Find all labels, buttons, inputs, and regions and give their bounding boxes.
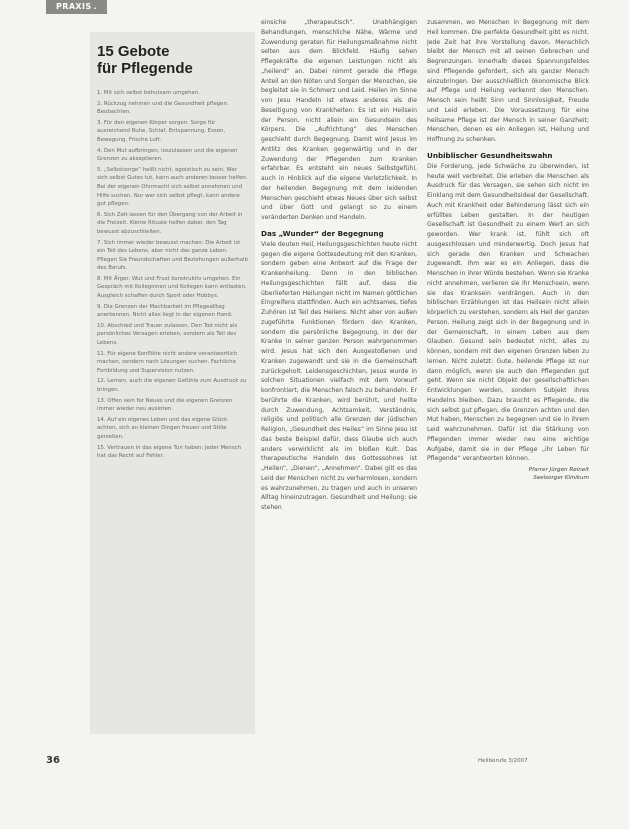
- header-dot-icon: .: [93, 2, 97, 11]
- list-item: 5. „Selbstsorge“ heißt nicht, egoistisch zu sein: Wer sich selbst Gutes tut, kann auch anderen besser helfen. Bei der eigenen Ohnmacht sich selbst annehmen und Hilfe suchen. Nur wer sich selbst pflegt, kann andere gut pflegen.: [97, 166, 248, 208]
- section-header-tab: [46, 0, 107, 14]
- author-signature: [427, 466, 589, 482]
- page-number: 36: [46, 755, 60, 766]
- section-label: PRAXIS: [56, 2, 92, 11]
- list-item: 14. Auf ein eigenes Leben und das eigene Glück achten, sich an kleinen Dingen freuen und Stille genießen.: [97, 416, 228, 440]
- author-role: Seelsorger Klinikum: [533, 475, 589, 481]
- list-item: 12. Lernen, auch die eigenen Gefühle zum Ausdruck zu bringen.: [97, 378, 247, 393]
- list-item: 4. Den Mut aufbringen, loszulassen und die eigenen Grenzen zu akzeptieren.: [97, 147, 238, 163]
- article-column-right: [427, 18, 589, 744]
- list-item: 15. Vertrauen in das eigene Tun haben: Jeder Mensch hat das Recht auf Fehler.: [97, 444, 242, 460]
- article-paragraph: zusammen, wo Menschen in Begegnung mit dem Heil kommen. Die perfekte Gesundheit gibt es nicht. Jede Zeit hat ihre Vorstellung davon. Menschlich bleibt der Mensch mit all seinen Gebrechen und Begrenzungen. Innerhalb dieses Spannungsfeldes sind Pflegende gefordert, sich als ganzer Mensch einzubringen. Der ausschließlich ökonomische Blick auf Pflege und Heilung verkennt den Menschen. Mensch sein heißt Sinn und Sinnlosigkeit, Freude und Leid erleben. Die Voraussetzung für eine heilsame Pflege ist der Mensch in seiner Ganzheit; Menschen, denen es ein Anliegen ist, Heilung und Hoffnung zu schenken.: [427, 19, 589, 143]
- article-paragraph: Die Forderung, jede Schwäche zu überwinden, ist heute weit verbreitet. Die erleben die Menschen als Ausdruck für das Versagen, sie sehen sich nicht im Einklang mit dem Gesundheitsideal der Gesellschaft. Auch mit Krankheit oder Behinderung lässt sich ein erfülltes Leben gestalten. In der heutigen Gesellschaft ist Gesundheit zu einem Wert an sich geworden. Wer krank ist, fühlt sich oft ausgeschlossen und minderwertig. Doch Jesus hat sich gerade den Kranken und Schwachen zugewandt. Ihm war es ein Anliegen, dass die Menschen in ihrer Würde bestehen. Wenn sie Kranke nicht annehmen, verlieren sie ihr Menschsein, wenn sie das Kranksein verdrängen. Auch in den biblischen Erzählungen ist das Heilsein nicht allein körperlich zu verstehen, sondern als Heil der ganzen Person. Heilung zeigt sich in der Begegnung und in der Gemeinschaft, in einem Leben aus dem Glauben. Gesund sein bedeutet nicht, alles zu können, sondern mit den eigenen Grenzen leben zu lernen. Nicht zuletzt: Gute, heilende Pflege ist nur dann möglich, wenn sie auch den Pflegenden gut geht. Wenn sie nicht Objekt der gesellschaftlichen Entwicklungen werden, sondern Subjekt ihres Handelns bleiben. Dazu braucht es Pflegende, die sich selbst gut pflegen, die Grenzen achten und den Mut haben, Menschen zu begegnen und sie in ihrem Leid wahrzunehmen. Dafür ist die Stärkung von Pflegenden immer wieder neu eine wichtige Aufgabe, damit sie in der Pflege „ihr Leben für Pflegende“ verantworten können.: [427, 162, 589, 463]
- list-item: 2. Rückzug nehmen und die Gesundheit pflegen. Beobachten.: [97, 100, 229, 116]
- author-name: Pfarrer Jürgen Reinelt: [528, 467, 589, 473]
- list-item: 10. Abschied und Trauer zulassen. Den Tod nicht als persönliches Versagen erleben, sondern als Teil des Lebens.: [97, 322, 238, 347]
- list-item: 13. Offen sein für Neues und die eigenen Grenzen immer wieder neu ausloten.: [97, 397, 233, 413]
- subheading-begegnung: Das „Wunder“ der Begegnung: [261, 228, 384, 238]
- article-paragraph: einsiche „therapeutisch“. Unabhängigen Behandlungen, menschliche Nähe, Wärme und Zuwendung geraten für Heilungsmaßnahme nicht selten aus dem Blickfeld. Häufig sehen Pflegekräfte die eigenen Leistungen nicht als „heilend“ an. Dabei nimmt gerade die Pflege Anteil an den Nöten und Sorgen der Menschen, sie begleitet sie in Schmerz und Leid. Heilen im Sinne von Jesu Handeln ist etwas anderes als die Beseitigung von Krankheiten: Es ist ein Heilsein der Person, nicht allein ein Gesundsein des Körpers. Die „Aufrichtung“ des Menschen geschieht durch Begegnung. Damit wird Jesus im Antlitz des Kranken gegenwärtig und in der Zuwendung der Pflegenden zum Kranken erfahrbar. Es entsteht ein neues Selbstgefühl, auch in Hinblick auf die eigene Verletzlichkeit. In der heilenden Begegnung mit dem leidenden Menschen geschieht etwas Neues über sich selbst und über Gott und gelangt so zu einem veränderten Denken und Handeln.: [261, 19, 417, 221]
- footer-source: Heilberufe 3/2007: [478, 758, 528, 764]
- commandments-list: [97, 89, 249, 461]
- list-item: 11. Für eigene Konflikte nicht andere verantwortlich machen, sondern nach Lösungen suchen. Fachliche Fortbildung und Supervision nutzen.: [97, 350, 238, 374]
- subheading-gesundheitswahn: Unbiblischer Gesundheitswahn: [427, 150, 553, 160]
- list-item: 8. Mit Ärger, Wut und Frust konstruktiv umgehen. Ein Gespräch mit Kolleginnen und Kollegen kann entlasten. Ausgleich schaffen durch Sport oder Hobbys.: [97, 275, 247, 300]
- list-item: 6. Sich Zeit lassen für den Übergang von der Arbeit in die Freizeit. Kleine Rituale helfen dabei, den Tag bewusst abzuschließen.: [97, 211, 243, 235]
- sidebar-title-line-2: für Pflegende: [97, 60, 193, 77]
- list-item: 1. Mit sich selbst behutsam umgehen.: [97, 90, 200, 96]
- list-item: 3. Für den eigenen Körper sorgen. Sorge für ausreichend Ruhe, Schlaf, Entspannung, Essen, Bewegung, Frische Luft.: [97, 119, 226, 143]
- sidebar-box-commandments: [90, 32, 255, 734]
- article-paragraph: Viele deuten Heil, Heilungsgeschichten heute nicht gegen die eigene Gottesdeutung mit den Kranken, sondern geben eine Antwort auf die Frage der Krankenheilung. Denn in den biblischen Heilungsgeschichten fällt auf, dass die überlieferten Heilungen nicht im Namen göttlichen Eingreifens stattfinden. Auch ein achtsames, tiefes Zuhören ist Teil des Heilens. Nicht aber von außen zugeführte Funktionen fördern den Kranken, sondern die persönliche Begegnung, in der der Kranke in seiner ganzen Person wahrgenommen wird. Jesus hat sich den Ausgestoßenen und Kranken zugewandt und sie in die Gemeinschaft zurückgeholt. Leidensgeschichten, Jesus wurde in solchen Situationen vielfach mit dem Vorwurf konfrontiert, die Menschen falsch zu behandeln. Er berührte die Kranken, wird berührt, und heilte durch Zuwendung, Achtsamkeit, Verständnis, religiös und politisch alle Grenzen der jüdischen Religion, „Gesundheit des Heiles“ im Sinne Jesu ist das beste Beispiel dafür, dass Glaube sich auch anders verwirklicht als im bloßen Kult. Das therapeutische Handeln des Gottessohnes ist „Heilen“, „Dienen“, „Annehmen“. Dabei gilt es das Leid der Menschen nicht zu verharmlosen, sondern es wahrzunehmen, zu tragen und auch in unseren Alltag hineinzutragen. Gesundheit und Heilung: sie stehen: [261, 240, 417, 511]
- article-column-middle: [261, 18, 417, 744]
- sidebar-title: [97, 43, 249, 77]
- list-item: 7. Sich immer wieder bewusst machen: Die Arbeit ist ein Teil des Lebens, aber nicht das ganze Leben. Pflegen Sie Freundschaften und Beziehungen außerhalb des Berufs.: [97, 239, 248, 272]
- sidebar-title-line-1: 15 Gebote: [97, 43, 170, 60]
- list-item: 9. Die Grenzen der Machbarkeit im Pflegealltag anerkennen. Nicht alles liegt in der eigenen Hand.: [97, 303, 233, 319]
